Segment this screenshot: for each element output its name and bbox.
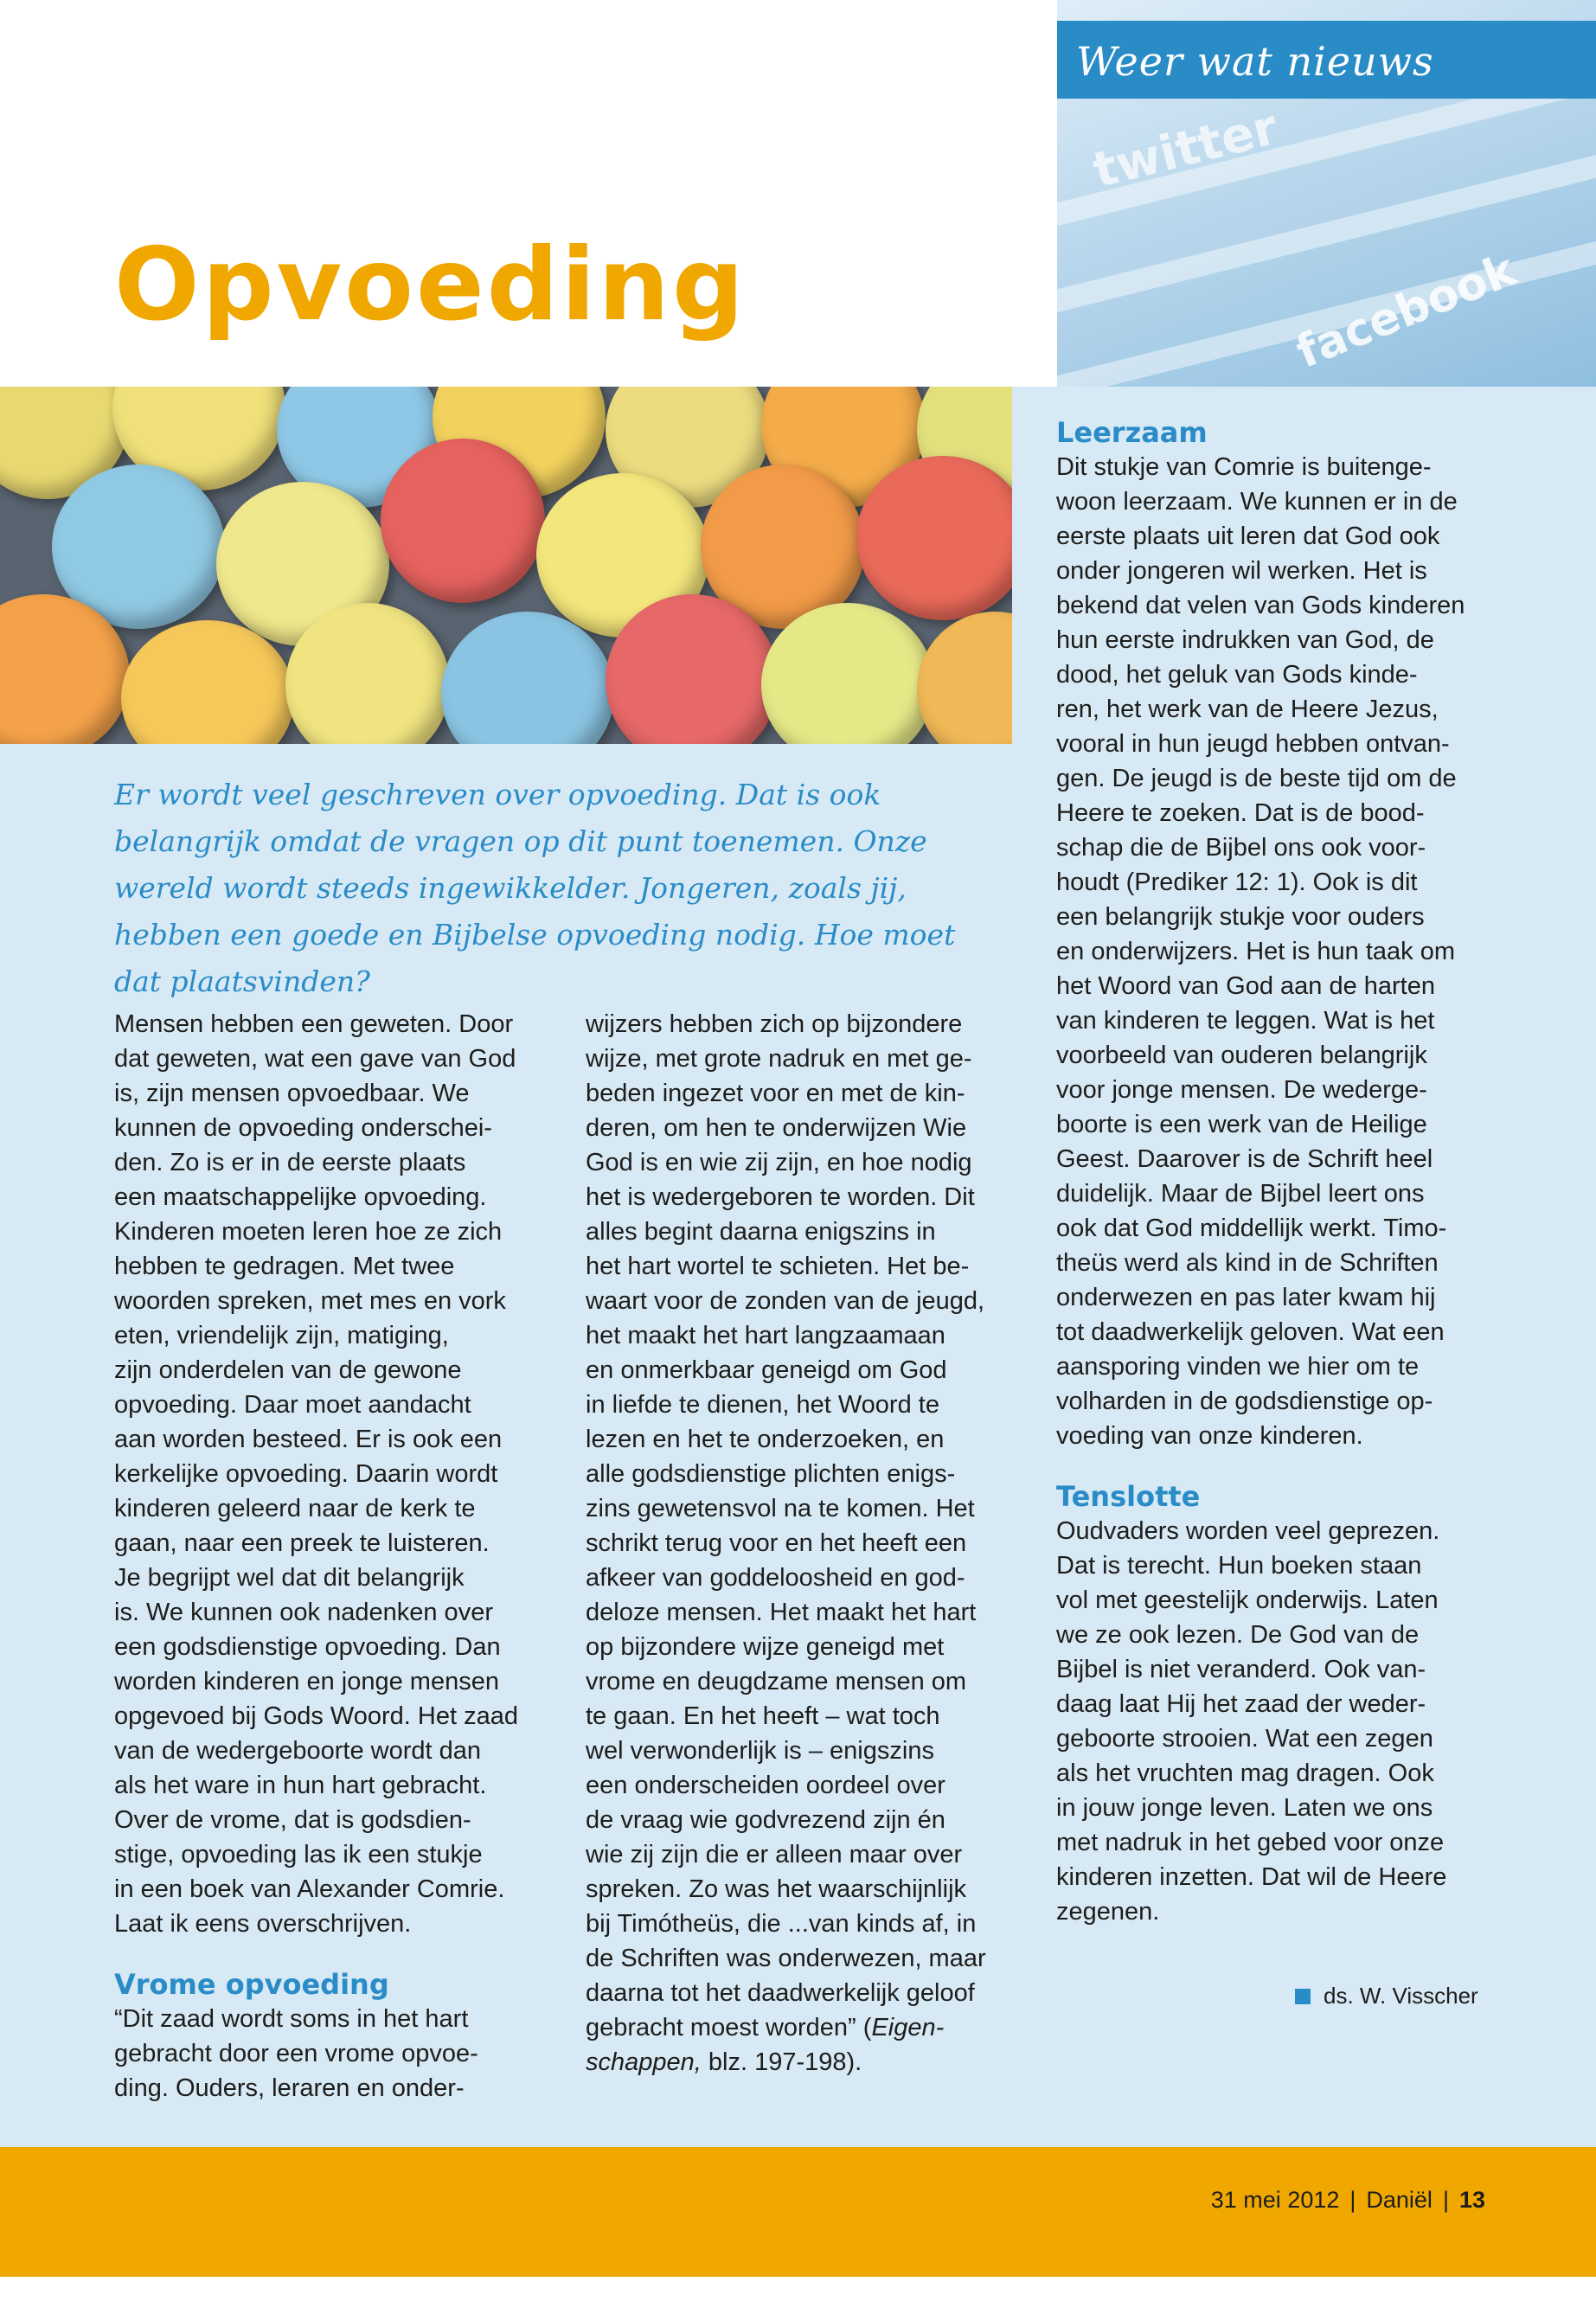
- chalk-stick: [381, 439, 545, 603]
- byline-square-icon: [1295, 1989, 1311, 2004]
- facebook-logo: facebook: [1289, 244, 1523, 379]
- publication-name: Daniël: [1366, 2187, 1433, 2213]
- intro-paragraph: Mensen hebben een geweten. Door dat geweten, wat een gave van God is, zijn mensen opvoedbaar. We kunnen de opvoeding onderschei- den. Zo is er in de eerste plaats een maatschappelijke opvoeding. Kinderen moeten leren hoe ze zich hebben te gedragen. Met twee woorden spreken, met mes en vork eten, vriendelijk zijn, matiging, zijn onderdelen van de gewone opvoeding. Daar moet aandacht aan worden besteed. Er is ook een kerkelijke opvoeding. Daarin wordt kinderen geleerd naar de kerk te gaan, naar een preek te luisteren. Je begrijpt wel dat dit belangrijk is. We kunnen ook nadenken over een godsdienstige opvoeding. Dan worden kinderen en jonge mensen opgevoed bij Gods Woord. Het zaad van de wedergeboorte wordt dan als het ware in hun hart gebracht. Over de vrome, dat is godsdien- stige, opvoeding las ik een stukje in een boek van Alexander Comrie. Laat ik eens overschrijven.: [114, 1010, 518, 1938]
- footer-separator: |: [1349, 2187, 1356, 2213]
- subheading-leerzaam: Leerzaam: [1056, 416, 1208, 449]
- chalk-stick: [856, 456, 1012, 620]
- chalk-stick: [441, 612, 614, 744]
- author-byline: ds. W. Visscher: [1324, 1983, 1478, 2009]
- quote-reference: blz. 197-198).: [701, 2048, 862, 2076]
- lead-paragraph: Er wordt veel geschreven over opvoeding. Dat is ook belangrijk omdat de vragen op dit punt toenemen. Onze wereld wordt steeds ingewikkelder. Jongeren, zoals jij, hebben een goede en Bijbelse opvoeding nodig. Hoe moet dat plaatsvinden?: [114, 778, 956, 998]
- quote-paragraph-start: “Dit zaad wordt soms in het hart gebracht door een vrome opvoe- ding. Ouders, leraren en onder-: [114, 2005, 478, 2102]
- subheading-vrome-opvoeding: Vrome opvoeding: [114, 1968, 389, 2001]
- article-column-2: [586, 1007, 1040, 2080]
- chalk-stick: [917, 612, 1012, 744]
- tenslotte-paragraph: Oudvaders worden veel geprezen. Dat is terecht. Hun boeken staan vol met geestelijk onderwijs. Laten we ze ook lezen. De God van de Bijbel is niet veranderd. Ook van- daag laat Hij het zaad der weder- geboorte strooien. Wat een zegen als het vruchten mag dragen. Ook in jouw jonge leven. Laten we ons met nadruk in het gebed voor onze kinderen inzetten. Dat wil de Heere zegenen.: [1056, 1517, 1447, 1926]
- section-label: Weer wat nieuws: [1076, 38, 1434, 85]
- quote-text: wijzers hebben zich op bijzondere wijze, met grote nadruk en met ge- beden ingezet voor en met de kin- deren, om hen te onderwijzen Wie God is en wie zij zijn, en hoe nodig het is wedergeboren te worden. Dit alles begint daarna enigszins in het hart wortel te schieten. Het be- waart voor de zonden van de jeugd, het maakt het hart langzaamaan en onmerkbaar geneigd om God in liefde te dienen, het Woord te lezen en het te onderzoeken, en alle godsdienstige plichten enigs- zins gewetensvol na te komen. Het schrikt terug voor en het heeft een afkeer van goddeloosheid en god- deloze mensen. Het maakt het hart op bijzondere wijze geneigd met vrome en deugdzame mensen om te gaan. En het heeft – wat toch wel verwonderlijk is – enigszins een onderscheiden oordeel over de vraag wie godvrezend zijn én wie zij zijn die er alleen maar over spreken. Zo was het waarschijnlijk bij Timótheüs, die ...van kinds af, in de Schriften was onderwezen, maar daarna tot het daadwerkelijk geloof gebracht moest worden” (: [586, 1010, 986, 2041]
- article-column-3: [1056, 415, 1515, 1929]
- subheading-tenslotte: Tenslotte: [1056, 1480, 1201, 1513]
- issue-date: 31 mei 2012: [1210, 2187, 1340, 2213]
- twitter-logo: twitter: [1087, 99, 1284, 200]
- quote-paragraph-continued: [586, 1007, 1040, 2080]
- article-column-1: [114, 1007, 564, 2106]
- chalk-photo: [0, 387, 1012, 744]
- page-title: Opvoeding: [114, 227, 747, 343]
- page-number: 13: [1458, 2187, 1485, 2213]
- leerzaam-paragraph: Dit stukje van Comrie is buitenge- woon leerzaam. We kunnen er in de eerste plaats uit leren dat God ook onder jongeren wil werken. Het is bekend dat velen van Gods kinderen hun eerste indrukken van God, de dood, het geluk van Gods kinde- ren, het werk van de Heere Jezus, vooral in hun jeugd hebben ontvan- gen. De jeugd is de beste tijd om de Heere te zoeken. Dat is de bood- schap die de Bijbel ons ook voor- houdt (Prediker 12: 1). Ook is dit een belangrijk stukje voor ouders en onderwijzers. Het is hun taak om het Woord van God aan de harten van kinderen te leggen. Wat is het voorbeeld van ouderen belangrijk voor jonge mensen. De wederge- boorte is een werk van de Heilige Geest. Daarover is de Schrift heel duidelijk. Maar de Bijbel leert ons ook dat God middellijk werkt. Timo- theüs werd als kind in de Schriften onderwezen en pas later kwam hij tot daadwerkelijk geloven. Wat een aansporing vinden we hier om te volharden in de godsdienstige op- voeding van onze kinderen.: [1056, 453, 1465, 1450]
- footer-info: [1211, 2187, 1485, 2214]
- quote-book-title: Eigen- schappen,: [586, 2014, 945, 2076]
- footer-separator: |: [1442, 2187, 1449, 2213]
- section-banner: [1057, 21, 1596, 99]
